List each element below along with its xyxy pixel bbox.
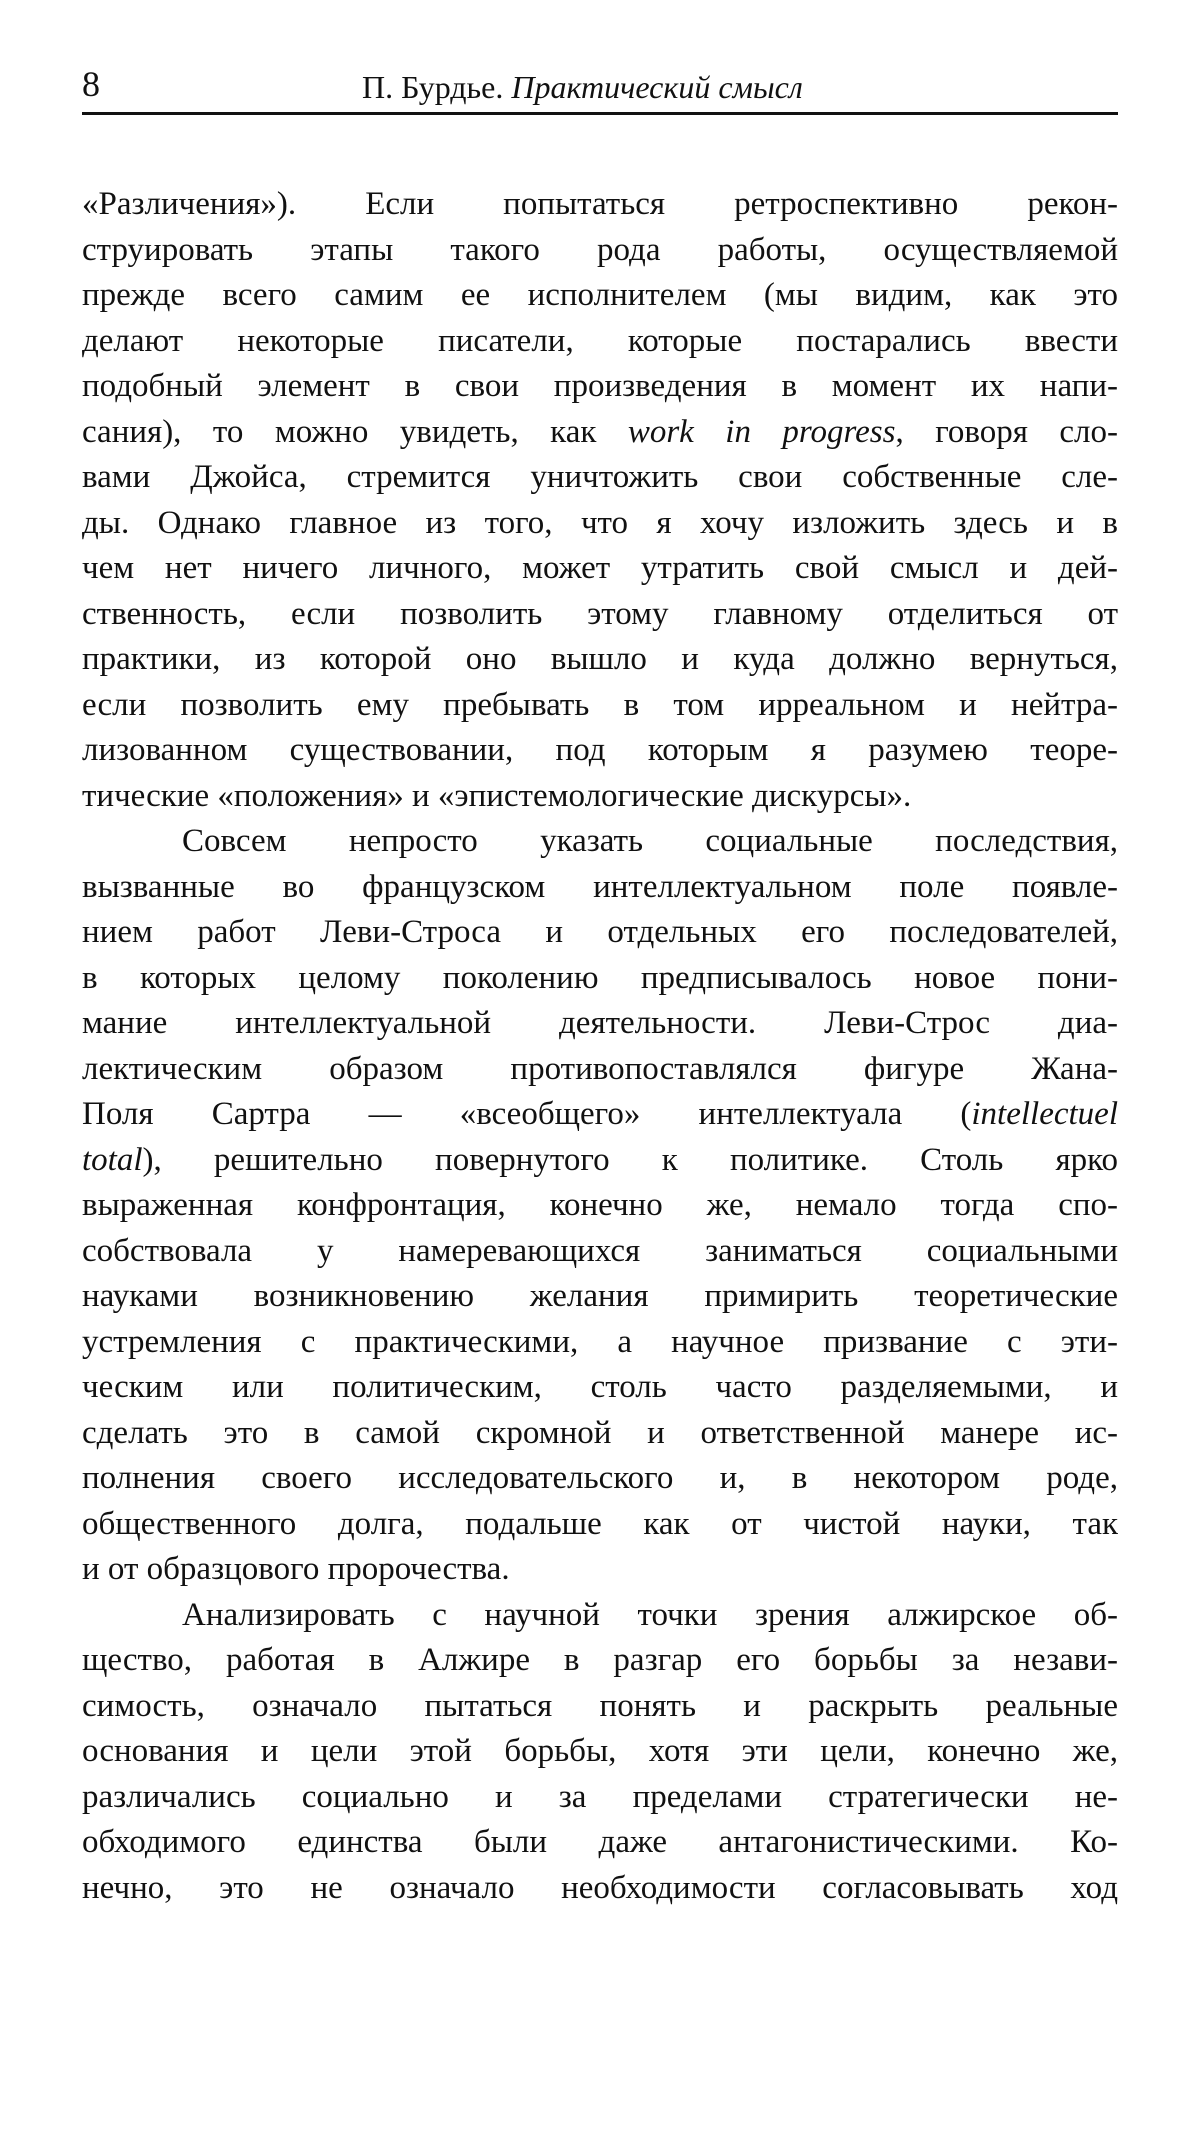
italic-phrase: total <box>82 1141 143 1178</box>
book-page <box>82 52 1118 1906</box>
running-header <box>82 52 1118 112</box>
text-line <box>82 410 1118 456</box>
text-line: собствовала у намеревающихся заниматься социальными <box>82 1232 1118 1269</box>
text-run: ), решительно повернутого к политике. Столь ярко <box>142 1141 1118 1178</box>
text-run: Поля Сартра — «всеобщего» интеллектуала ( <box>82 1096 972 1132</box>
text-line: науками возникновению желания примирить теоретические <box>82 1278 1118 1314</box>
paragraph-3 <box>82 1593 1118 1912</box>
text-line: если позволить ему пребывать в том ирреальном и нейтра- <box>82 686 1118 723</box>
text-run: сания), то можно увидеть, как <box>82 413 628 450</box>
text-line: обходимого единства были даже антагонистическими. Ко- <box>82 1824 1118 1860</box>
text-line: нием работ Леви-Строса и отдельных его последователей, <box>82 914 1118 950</box>
text-line: делают некоторые писатели, которые постарались ввести <box>82 322 1118 359</box>
text-line <box>82 1138 1118 1184</box>
paragraph-2 <box>82 819 1118 1593</box>
text-line: основания и цели этой борьбы, хотя эти цели, конечно же, <box>82 1733 1118 1769</box>
italic-phrase: work in progress <box>627 413 896 450</box>
text-run: , говоря сло- <box>895 413 1118 450</box>
running-title <box>362 68 803 106</box>
text-line: лизованном существовании, под которым я разумею теоре- <box>82 732 1118 768</box>
text-line: «Различения»). Если попытаться ретроспективно рекон- <box>82 186 1118 222</box>
text-line: сделать это в самой скромной и ответственной манере ис- <box>82 1414 1118 1451</box>
author-name: П. Бурдье. <box>362 69 504 105</box>
page-number: 8 <box>82 64 100 104</box>
text-line: симость, означало пытаться понять и раскрыть реальные <box>82 1687 1118 1724</box>
text-line: в которых целому поколению предписывалось новое пони- <box>82 959 1118 996</box>
text-line: Совсем непросто указать социальные последствия, <box>182 823 1118 859</box>
text-line: практики, из которой оно вышло и куда должно вернуться, <box>82 641 1118 677</box>
text-line: Анализировать с научной точки зрения алжирское об- <box>182 1596 1118 1633</box>
paragraph-1 <box>82 182 1118 819</box>
text-line: вами Джойса, стремится уничтожить свои собственные сле- <box>82 459 1118 495</box>
text-line: ственность, если позволить этому главному отделиться от <box>82 595 1118 632</box>
text-line: лектическим образом противопоставлялся фигуре Жана- <box>82 1050 1118 1087</box>
text-line: тические «положения» и «эпистемологические дискурсы». <box>82 777 912 814</box>
text-line: нечно, это не означало необходимости согласовывать ход <box>82 1869 1118 1906</box>
text-line: ды. Однако главное из того, что я хочу изложить здесь и в <box>82 504 1118 541</box>
book-title: Практический смысл <box>511 69 803 105</box>
text-line <box>82 1092 1118 1138</box>
header-rule <box>82 112 1118 115</box>
italic-phrase: intellectuel <box>971 1096 1118 1132</box>
text-line: и от образцового пророчества. <box>82 1551 510 1587</box>
text-line: выраженная конфронтация, конечно же, немало тогда спо- <box>82 1187 1118 1223</box>
text-line: полнения своего исследовательского и, в некотором роде, <box>82 1460 1118 1496</box>
text-line: подобный элемент в свои произведения в момент их напи- <box>82 368 1118 404</box>
text-line: струировать этапы такого рода работы, осуществляемой <box>82 231 1118 268</box>
text-line: мание интеллектуальной деятельности. Леви-Строс диа- <box>82 1005 1118 1041</box>
text-line: общественного долга, подальше как от чистой науки, так <box>82 1505 1118 1542</box>
text-line: чем нет ничего личного, может утратить свой смысл и дей- <box>82 550 1118 586</box>
body-text <box>82 182 1118 1911</box>
text-line: устремления с практическими, а научное призвание с эти- <box>82 1323 1118 1360</box>
text-line: прежде всего самим ее исполнителем (мы видим, как это <box>82 277 1118 313</box>
text-line: различались социально и за пределами стратегически не- <box>82 1778 1118 1815</box>
text-line: щество, работая в Алжире в разгар его борьбы за незави- <box>82 1642 1118 1678</box>
text-line: ческим или политическим, столь часто разделяемыми, и <box>82 1369 1118 1405</box>
text-line: вызванные во французском интеллектуальном поле появле- <box>82 868 1118 905</box>
